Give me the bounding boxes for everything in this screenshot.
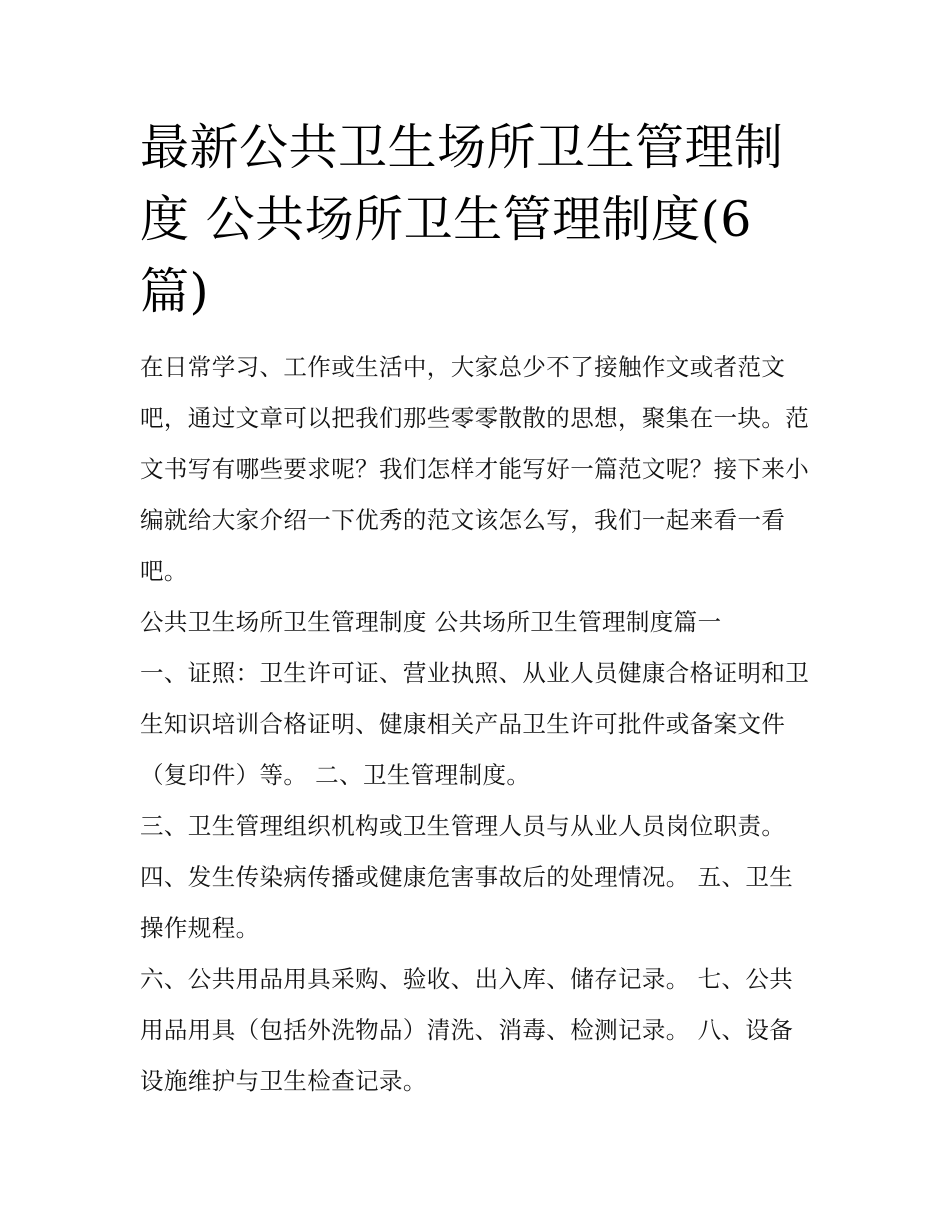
document-title: 最新公共卫生场所卫生管理制度 公共场所卫生管理制度(6篇) xyxy=(140,119,784,320)
list-item: 六、公共用品用具采购、验收、出入库、储存记录。 七、公共用品用具（包括外洗物品）清洗、消毒、检测记录。 八、设备设施维护与卫生检查记录。 xyxy=(140,965,794,1095)
list-item: 四、发生传染病传播或健康危害事故后的处理情况。 五、卫生操作规程。 xyxy=(140,863,794,942)
document-page xyxy=(140,112,815,1107)
list-item: 一、证照：卫生许可证、营业执照、从业人员健康合格证明和卫生知识培训合格证明、健康相关产品卫生许可批件或备案文件（复印件）等。 二、卫生管理制度。 xyxy=(140,659,810,789)
section-heading: 公共卫生场所卫生管理制度 公共场所卫生管理制度篇一 xyxy=(140,608,722,636)
intro-paragraph: 在日常学习、工作或生活中，大家总少不了接触作文或者范文吧，通过文章可以把我们那些零零散散的思想，聚集在一块。范文书写有哪些要求呢？我们怎样才能写好一篇范文呢？接下来小编就给大家介绍一下优秀的范文该怎么写，我们一起来看一看吧。 xyxy=(140,353,810,585)
list-item: 三、卫生管理组织机构或卫生管理人员与从业人员岗位职责。 xyxy=(140,812,786,840)
